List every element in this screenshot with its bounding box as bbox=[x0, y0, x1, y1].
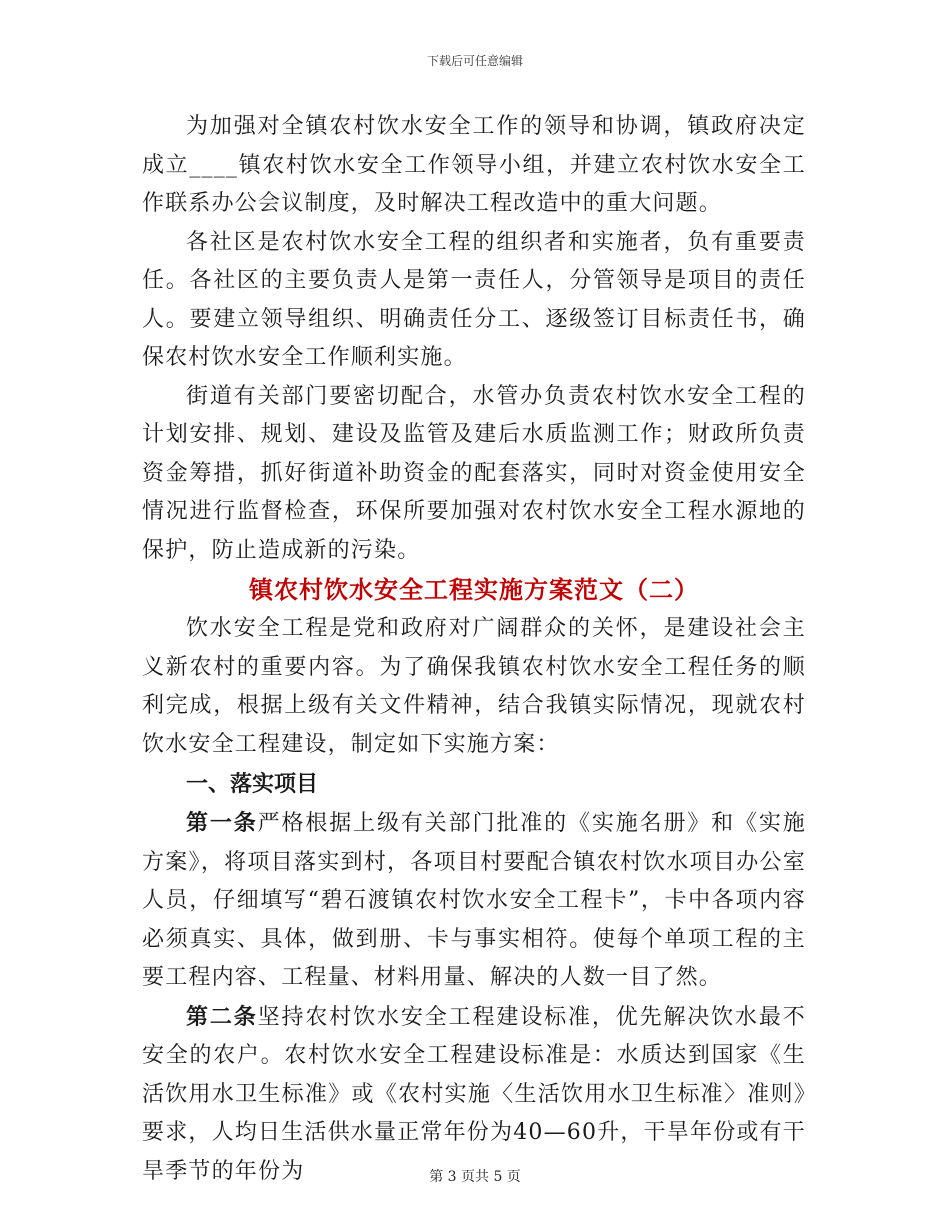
page-header: 下载后可任意编辑 bbox=[426, 54, 523, 68]
paragraph-intro: 饮水安全工程是党和政府对广阔群众的关怀，是建设社会主义新农村的重要内容。为了确保我镇农村饮水安全工程任务的顺利完成，根据上级有关文件精神，结合我镇实际情况，现就农村饮水安全工程建设，制定如下实施方案： bbox=[142, 616, 806, 757]
paragraph-department-cooperation: 街道有关部门要密切配合，水管办负责农村饮水安全工程的计划安排、规划、建设及监管及建后水质监测工作；财政所负责资金筹措，抓好街道补助资金的配套落实，同时对资金使用安全情况进行监督检查，环保所要加强对农村饮水安全工程水源地的保护，防止造成新的污染。 bbox=[142, 383, 806, 563]
article-one-text: 严格根据上级有关部门批准的《实施名册》和《实施方案》，将项目落实到村，各项目村要配合镇农村饮水项目办公室人员，仔细填写“碧石渡镇农村饮水安全工程卡”，卡中各项内容必须真实、具体，做到册、卡与事实相符。使每个单项工程的主要工程内容、工程量、材料用量、解决的人数一目了然。 bbox=[142, 811, 806, 990]
page-footer: 第 3 页共 5 页 bbox=[429, 1169, 521, 1185]
article-two bbox=[142, 998, 806, 1192]
section-title: 镇农村饮水安全工程实施方案范文（二） bbox=[249, 575, 699, 604]
document-body bbox=[142, 108, 806, 1191]
article-two-lead: 第二条 bbox=[186, 1003, 258, 1030]
subheading-implement-project: 一、落实项目 bbox=[186, 771, 319, 797]
article-two-text: 坚持农村饮水安全工程建设标准，优先解决饮水最不安全的农户。农村饮水安全工程建设标准是：水质达到国家《生活饮用水卫生标准》或《农村实施〈生活饮用水卫生标准〉准则》要求，人均日生活供水量正常年份为40—60升，干旱年份或有干旱季节的年份为 bbox=[142, 1004, 806, 1184]
article-one bbox=[142, 804, 806, 998]
paragraph-leadership-group: 为加强对全镇农村饮水安全工作的领导和协调，镇政府决定成立____镇农村饮水安全工作领导小组，并建立农村饮水安全工作联系办公会议制度，及时解决工程改造中的重大问题。 bbox=[142, 114, 806, 216]
article-one-lead: 第一条 bbox=[186, 810, 258, 836]
paragraph-community-responsibility: 各社区是农村饮水安全工程的组织者和实施者，负有重要责任。各社区的主要负责人是第一责任人，分管领导是项目的责任人。要建立领导组织、明确责任分工、逐级签订目标责任书，确保农村饮水安全工作顺利实施。 bbox=[142, 229, 806, 370]
